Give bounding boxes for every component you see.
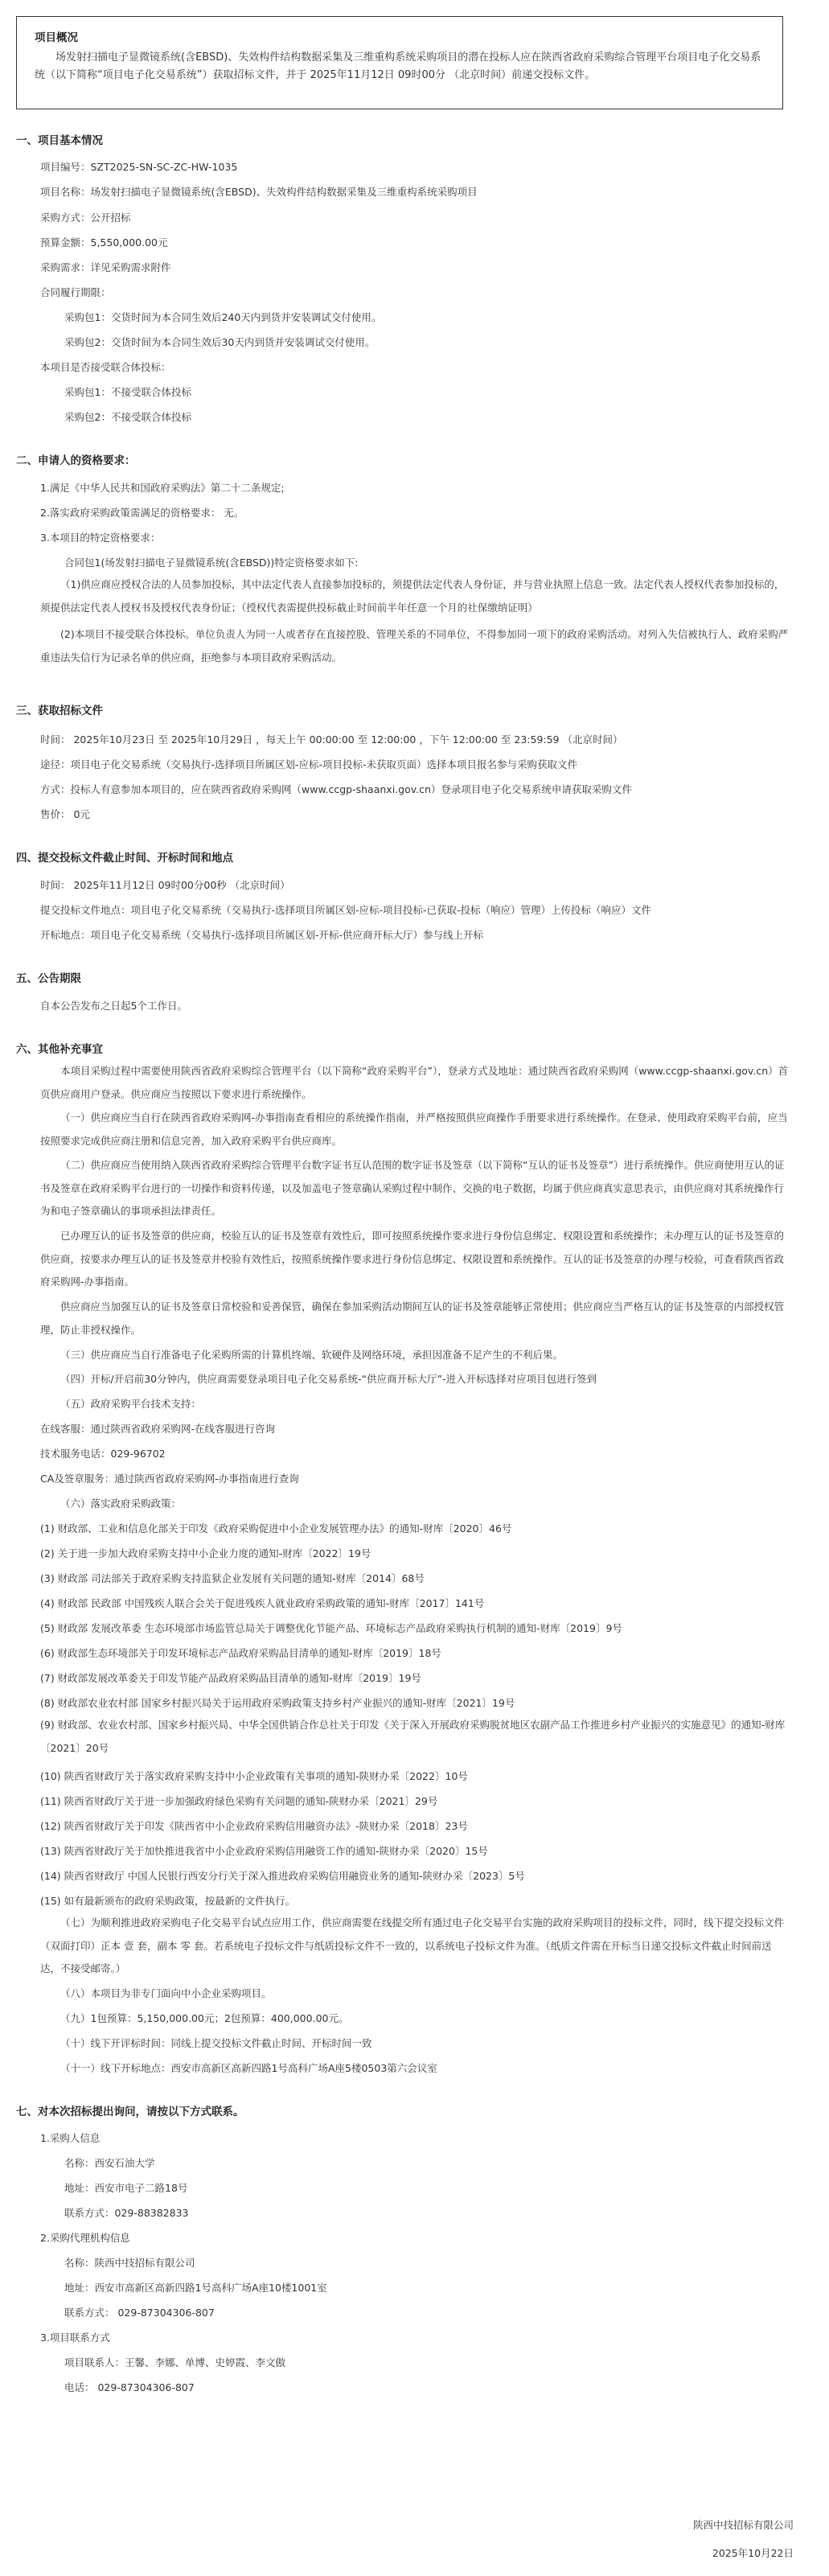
- policy-label: （六）落实政府采购政策：: [60, 1498, 182, 1510]
- purchaser-address: 地址：西安市电子二路18号: [64, 2182, 188, 2194]
- other-item-11: （十一）线下开标地点：西安市高新区高新四路1号高科广场A座5楼0503第六会议室: [60, 2062, 437, 2074]
- section-heading-other-matters: 六、其他补充事宜: [16, 1043, 103, 1056]
- qualification-item-2: 2.落实政府采购政策需满足的资格要求： 无。: [40, 507, 244, 519]
- online-service: 在线客服：通过陕西省政府采购网-在线客服进行咨询: [40, 1423, 276, 1435]
- policy-item: (6) 财政部生态环境部关于印发环境标志产品政府采购品目清单的通知-财库〔2019〕18号: [40, 1647, 441, 1659]
- policy-item: (7) 财政部发展改革委关于印发节能产品政府采购品目清单的通知-财库〔2019〕19号: [40, 1672, 421, 1684]
- agency-address: 地址：西安市高新区高新四路1号高科广场A座10楼1001室: [64, 2282, 327, 2294]
- purchaser-phone: 联系方式：029-88382833: [64, 2207, 189, 2219]
- contact-phone: 电话： 029-87304306-807: [64, 2381, 195, 2393]
- policy-item: (15) 如有最新颁布的政府采购政策，按最新的文件执行。: [40, 1895, 296, 1907]
- document-channel: 途径：项目电子化交易系统（交易执行-选择项目所属区划-应标-项目投标-未获取页面）选择本项目报名参与采购获取文件: [40, 758, 578, 770]
- policy-item: (2) 关于进一步加大政府采购支持中小企业力度的通知-财库〔2022〕19号: [40, 1547, 371, 1559]
- notice-period-text: 自本公告发布之日起5个工作日。: [40, 1000, 187, 1012]
- other-item-3: 已办理互认的证书及签章的供应商，校验互认的证书及签章有效性后，即可按照系统操作要求进行身份信息绑定、权限设置和系统操作；未办理互认的证书及签章的供应商，按要求办理互认的证书及签章并校验有效性后，按照系统操作要求进行身份信息绑定、权限设置和系统操作。互认的证书及签章的办理与校验，可查看陕西省政府采购网-办事指南。: [40, 1230, 785, 1288]
- contract-period-label: 合同履行期限：: [40, 286, 111, 298]
- procurement-method: 采购方式：公开招标: [40, 212, 131, 224]
- contact-title: 3.项目联系方式: [40, 2332, 110, 2344]
- consortium-label: 本项目是否接受联合体投标：: [40, 361, 171, 373]
- tech-service-phone: 技术服务电话：029-96702: [40, 1448, 166, 1460]
- policy-item: (10) 陕西省财政厅关于落实政府采购支持中小企业政策有关事项的通知-陕财办采〔2022〕10号: [40, 1770, 468, 1782]
- package1-consortium: 采购包1：不接受联合体投标: [64, 386, 191, 398]
- project-overview-box: [16, 16, 783, 109]
- policy-item: (13) 陕西省财政厅关于加快推进我省中小企业政府采购信用融资工作的通知-陕财办采〔2020〕15号: [40, 1845, 488, 1857]
- qualification-paragraph-1: （1)供应商应授权合法的人员参加投标，其中法定代表人直接参加投标的，须提供法定代表人身份证，并与营业执照上信息一致。法定代表人授权代表参加投标的，须提供法定代表人授权书及授权代表身份证；（授权代表需提供投标截止时间前半年任意一个月的社保缴纳证明）: [40, 578, 785, 614]
- other-item-5: （三）供应商应当自行准备电子化采购所需的计算机终端、软硬件及网络环境，承担因准备不足产生的不利后果。: [60, 1349, 564, 1361]
- signature-date: 2025年10月22日: [712, 2547, 794, 2559]
- submission-location: 提交投标文件地点：项目电子化交易系统（交易执行-选择项目所属区划-应标-项目投标-已获取-投标（响应）管理）上传投标（响应）文件: [40, 904, 652, 916]
- policy-item: (5) 财政部 发展改革委 生态环境部市场监管总局关于调整优化节能产品、环境标志产品政府采购执行机制的通知-财库〔2019〕9号: [40, 1622, 622, 1634]
- ca-service: CA及签章服务：通过陕西省政府采购网-办事指南进行查询: [40, 1473, 299, 1485]
- section-heading-basic-info: 一、项目基本情况: [16, 134, 103, 147]
- agency-name: 名称：陕西中技招标有限公司: [64, 2257, 195, 2269]
- package2-delivery: 采购包2：交货时间为本合同生效后30天内到货并安装调试交付使用。: [64, 336, 376, 348]
- signature-company: 陕西中技招标有限公司: [692, 2519, 794, 2531]
- policy-item: (8) 财政部农业农村部 国家乡村振兴局关于运用政府采购政策支持乡村产业振兴的通知-财库〔2021〕19号: [40, 1697, 515, 1709]
- policy-item: (12) 陕西省财政厅关于印发《陕西省中小企业政府采购信用融资办法》-陕财办采〔2018〕23号: [40, 1820, 468, 1832]
- overview-text: 场发射扫描电子显微镜系统(含EBSD)、失效构件结构数据采集及三维重构系统采购项目的潜在投标人应在陕西省政府采购综合管理平台项目电子化交易系统（以下简称“项目电子化交易系统”）获取招标文件，并于 2025年11月12日 09时00分 （北京时间）前递交投标文件。: [35, 51, 761, 81]
- other-item-9: （九）1包预算：5,150,000.00元；2包预算：400,000.00元。: [60, 2012, 349, 2024]
- other-item-10: （十）线下开评标时间：同线上提交投标文件截止时间、开标时间一致: [60, 2037, 372, 2049]
- purchaser-name: 名称：西安石油大学: [64, 2157, 155, 2169]
- policy-item: (11) 陕西省财政厅关于进一步加强政府绿色采购有关问题的通知-陕财办采〔2021〕29号: [40, 1795, 438, 1807]
- budget-amount: 预算金额：5,550,000.00元: [40, 236, 168, 249]
- document-price: 售价： 0元: [40, 808, 90, 820]
- section-heading-qualification: 二、申请人的资格要求：: [16, 454, 136, 467]
- other-item-4: 供应商应当加强互认的证书及签章日常校验和妥善保管，确保在参加采购活动期间互认的证书及签章能够正常使用；供应商应当严格互认的证书及签章的内部授权管理，防止非授权操作。: [40, 1300, 785, 1336]
- contact-persons: 项目联系人：王馨、李娜、单博、史婷霞、李文傲: [64, 2356, 286, 2369]
- document-time: 时间： 2025年10月23日 至 2025年10月29日 ，每天上午 00:00:00 至 12:00:00 ，下午 12:00:00 至 23:59:59 （北京时间）: [40, 733, 623, 746]
- policy-item: (1) 财政部、工业和信息化部关于印发《政府采购促进中小企业发展管理办法》的通知-财库〔2020〕46号: [40, 1522, 512, 1535]
- qualification-item-1: 1.满足《中华人民共和国政府采购法》第二十二条规定;: [40, 482, 285, 494]
- other-item-7: （七）为顺利推进政府采购电子化交易平台试点应用工作，供应商需要在线提交所有通过电子化交易平台实施的政府采购项目的投标文件，同时，线下提交投标文件（双面打印）正本 壹 套，副本 零 套。若系统电子投标文件与纸质投标文件不一致的，以系统电子投标文件为准。（纸质文件需在开标当日递交投标文件截止时间前送达，不接受邮寄。）: [40, 1917, 785, 1974]
- policy-item: (4) 财政部 民政部 中国残疾人联合会关于促进残疾人就业政府采购政策的通知-财库〔2017〕141号: [40, 1597, 485, 1609]
- document-method: 方式：投标人有意参加本项目的，应在陕西省政府采购网（www.ccgp-shaanxi.gov.cn）登录项目电子化交易系统申请获取采购文件: [40, 783, 632, 795]
- agency-title: 2.采购代理机构信息: [40, 2232, 130, 2244]
- other-item-2: （二）供应商应当使用纳入陕西省政府采购综合管理平台数字证书互认范围的数字证书及签章（以下简称“互认的证书及签章”）进行系统操作。供应商使用互认的证书及签章在政府采购平台进行的一切操作和资料传递，以及加盖电子签章确认采购过程中制作、交换的电子数据，均属于供应商真实意思表示，由供应商对其系统操作行为和电子签章确认的事项承担法律责任。: [40, 1159, 785, 1217]
- deadline-time: 时间： 2025年11月12日 09时00分00秒 （北京时间）: [40, 879, 290, 891]
- package2-consortium: 采购包2：不接受联合体投标: [64, 411, 191, 423]
- other-item-1: （一）供应商应当自行在陕西省政府采购网-办事指南查看相应的系统操作指南，并严格按照供应商操作手册要求进行系统操作。在登录、使用政府采购平台前，应当按照要求完成供应商注册和信息完善，加入政府采购平台供应商库。: [40, 1111, 788, 1147]
- section-heading-notice-period: 五、公告期限: [16, 972, 81, 985]
- procurement-requirement: 采购需求：详见采购需求附件: [40, 261, 171, 273]
- tech-support-label: （五）政府采购平台技术支持：: [60, 1398, 202, 1410]
- project-name: 项目名称：场发射扫描电子显微镜系统(含EBSD)、失效构件结构数据采集及三维重构系统采购项目: [40, 186, 478, 198]
- opening-location: 开标地点：项目电子化交易系统（交易执行-选择项目所属区划-开标-供应商开标大厅）参与线上开标: [40, 929, 484, 941]
- agency-phone: 联系方式： 029-87304306-807: [64, 2307, 215, 2319]
- section-heading-get-documents: 三、获取招标文件: [16, 705, 103, 717]
- project-number: 项目编号：SZT2025-SN-SC-ZC-HW-1035: [40, 161, 238, 173]
- section-heading-contact: 七、对本次招标提出询问，请按以下方式联系。: [16, 2106, 244, 2118]
- section-heading-deadline: 四、提交投标文件截止时间、开标时间和地点: [16, 852, 233, 865]
- policy-item: (3) 财政部 司法部关于政府采购支持监狱企业发展有关问题的通知-财库〔2014〕68号: [40, 1572, 425, 1584]
- package1-delivery: 采购包1：交货时间为本合同生效后240天内到货并安装调试交付使用。: [64, 311, 382, 323]
- policy-item: (14) 陕西省财政厅 中国人民银行西安分行关于深入推进政府采购信用融资业务的通知-陕财办采〔2023〕5号: [40, 1870, 525, 1882]
- other-item-6: （四）开标/开启前30分钟内，供应商需要登录项目电子化交易系统-“供应商开标大厅”-进入开标选择对应项目包进行签到: [60, 1373, 597, 1385]
- package1-specific-requirements: 合同包1(场发射扫描电子显微镜系统(含EBSD))特定资格要求如下:: [64, 557, 359, 569]
- overview-title: 项目概况: [35, 31, 78, 44]
- other-intro: 本项目采购过程中需要使用陕西省政府采购综合管理平台（以下简称“政府采购平台”），登录方式及地址：通过陕西省政府采购网（www.ccgp-shaanxi.gov.cn）首页供应商用户登录。供应商应当按照以下要求进行系统操作。: [40, 1065, 789, 1100]
- policy-item: (9) 财政部、农业农村部、国家乡村振兴局、中华全国供销合作总社关于印发《关于深入开展政府采购脱贫地区农副产品工作推进乡村产业振兴的实施意见》的通知-财库〔2021〕20号: [40, 1719, 786, 1754]
- purchaser-title: 1.采购人信息: [40, 2132, 101, 2144]
- qualification-item-3: 3.本项目的特定资格要求：: [40, 532, 161, 544]
- qualification-paragraph-2: (2)本项目不接受联合体投标。单位负责人为同一人或者存在直接控股、管理关系的不同单位，不得参加同一项下的政府采购活动。对列入失信被执行人、政府采购严重违法失信行为记录名单的供应商，拒绝参与本项目政府采购活动。: [40, 628, 789, 664]
- other-item-8: （八）本项目为非专门面向中小企业采购项目。: [60, 1987, 272, 1999]
